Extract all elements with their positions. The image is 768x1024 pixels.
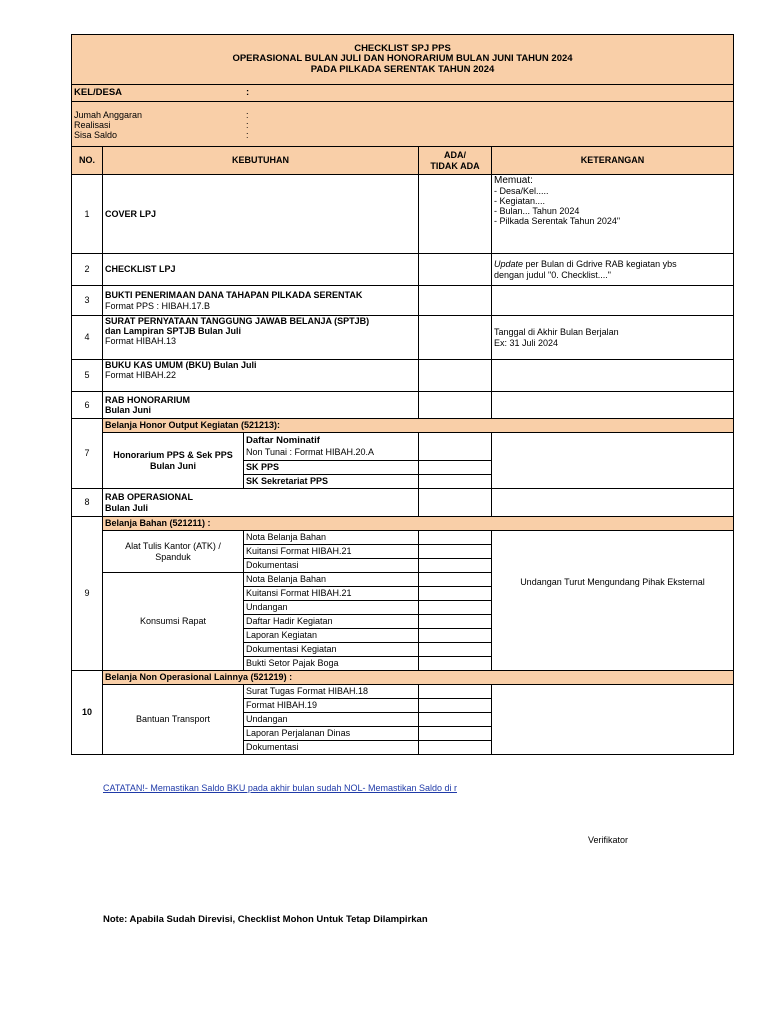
keterangan-cell xyxy=(492,685,734,755)
row-no: 5 xyxy=(72,360,103,392)
row-no: 6 xyxy=(72,392,103,419)
group-label xyxy=(103,531,244,573)
kel-desa-label: KEL/DESA xyxy=(74,86,123,98)
budget-block xyxy=(72,102,734,147)
ket-line: - Desa/Kel..... xyxy=(494,186,549,197)
ada-cell[interactable] xyxy=(419,489,492,517)
ket-line: - Kegiatan.... xyxy=(494,196,546,207)
ada-cell[interactable] xyxy=(419,643,492,657)
ada-cell[interactable] xyxy=(419,316,492,360)
ket-line: dengan judul "0. Checklist...." xyxy=(494,269,611,280)
revision-note: Note: Apabila Sudah Direvisi, Checklist Mohon Untuk Tetap Dilampirkan xyxy=(103,914,428,925)
row-format: Format PPS : HIBAH.17.B xyxy=(105,300,211,311)
ada-cell[interactable] xyxy=(419,713,492,727)
ada-cell[interactable] xyxy=(419,657,492,671)
group-label: Bantuan Transport xyxy=(103,685,244,755)
title-line-1: CHECKLIST SPJ PPS xyxy=(354,42,451,54)
ket-rest: per Bulan di Gdrive RAB kegiatan ybs xyxy=(523,259,677,270)
table-row xyxy=(72,489,734,517)
keterangan-cell xyxy=(492,316,734,360)
ket-line: - Pilkada Serentak Tahun 2024" xyxy=(494,216,621,227)
sub-item: SK Sekretariat PPS xyxy=(244,475,419,489)
row-title: BUKU KAS UMUM (BKU) Bulan Juli xyxy=(105,360,257,370)
sub-item: Laporan Kegiatan xyxy=(244,629,419,643)
row-title-cell xyxy=(103,489,419,517)
ada-cell[interactable] xyxy=(419,629,492,643)
ada-cell[interactable] xyxy=(419,699,492,713)
row-title-cell xyxy=(103,286,419,316)
row-title: RAB OPERASIONAL xyxy=(105,492,194,503)
ada-cell[interactable] xyxy=(419,615,492,629)
col-header-no: NO. xyxy=(72,147,103,175)
sub-item: Kuitansi Format HIBAH.21 xyxy=(244,587,419,601)
jumlah-anggaran-label: Jumah Anggaran xyxy=(74,109,143,120)
row-title-cell xyxy=(103,316,419,360)
sub-item: Format HIBAH.19 xyxy=(244,699,419,713)
ada-cell[interactable] xyxy=(419,727,492,741)
ket-italic: Update xyxy=(494,259,524,270)
section-header: Belanja Non Operasional Lainnya (521219) : xyxy=(103,671,734,685)
ada-cell[interactable] xyxy=(419,573,492,587)
ada-cell[interactable] xyxy=(419,360,492,392)
title-block xyxy=(72,35,734,85)
row-title-cell xyxy=(103,392,419,419)
col-header-ada xyxy=(419,147,492,175)
section-header: Belanja Honor Output Kegiatan (521213): xyxy=(103,419,734,433)
sub-item: Undangan xyxy=(244,713,419,727)
sub-item: Dokumentasi xyxy=(244,741,419,755)
ket-line: Ex: 31 Juli 2024 xyxy=(494,337,559,348)
sub-item-format: Non Tunai : Format HIBAH.20.A xyxy=(246,446,375,457)
sub-item: Undangan xyxy=(244,601,419,615)
group-label-line: Spanduk xyxy=(155,551,191,562)
row-title: Bulan Juni xyxy=(105,405,152,415)
checklist-table xyxy=(71,34,734,755)
ket-line: Tanggal di Akhir Bulan Berjalan xyxy=(494,327,619,338)
sub-item: Surat Tugas Format HIBAH.18 xyxy=(244,685,419,699)
ada-cell[interactable] xyxy=(419,741,492,755)
ada-cell[interactable] xyxy=(419,286,492,316)
realisasi-colon: : xyxy=(246,119,249,130)
table-row xyxy=(72,316,734,360)
table-row xyxy=(72,360,734,392)
ada-cell[interactable] xyxy=(419,461,492,475)
ada-cell[interactable] xyxy=(419,475,492,489)
row-no: 1 xyxy=(72,175,103,254)
title-line-3: PADA PILKADA SERENTAK TAHUN 2024 xyxy=(310,63,495,75)
verifikator-label: Verifikator xyxy=(588,835,629,845)
row-no: 9 xyxy=(72,517,103,671)
keterangan-cell xyxy=(492,392,734,419)
row-title-cell xyxy=(103,360,419,392)
ada-cell[interactable] xyxy=(419,587,492,601)
group-label-line: Honorarium PPS & Sek PPS xyxy=(113,450,233,461)
keterangan-cell xyxy=(492,360,734,392)
table-row xyxy=(72,175,734,254)
sub-item: Nota Belanja Bahan xyxy=(244,531,419,545)
row-no: 7 xyxy=(72,419,103,489)
sub-item: Daftar Hadir Kegiatan xyxy=(244,615,419,629)
group-label: Konsumsi Rapat xyxy=(103,573,244,671)
group-label xyxy=(103,433,244,489)
sub-item: Kuitansi Format HIBAH.21 xyxy=(244,545,419,559)
row-format: Format HIBAH.13 xyxy=(105,336,177,347)
catatan-link[interactable]: CATATAN!- Memastikan Saldo BKU pada akhir bulan sudah NOL- Memastikan Saldo di r xyxy=(103,783,457,793)
row-title: Bulan Juli xyxy=(105,502,149,513)
ket-line: - Bulan... Tahun 2024 xyxy=(494,206,580,217)
row-title: SURAT PERNYATAAN TANGGUNG JAWAB BELANJA (SPTJB) xyxy=(105,316,370,326)
ket-line: Undangan Turut Mengundang Pihak Eksternal xyxy=(520,577,705,588)
ada-cell[interactable] xyxy=(419,545,492,559)
keterangan-cell xyxy=(492,489,734,517)
ada-cell[interactable] xyxy=(419,433,492,461)
ada-cell[interactable] xyxy=(419,175,492,254)
ket-head: Memuat: xyxy=(494,175,533,186)
row-title: BUKTI PENERIMAAN DANA TAHAPAN PILKADA SERENTAK xyxy=(105,290,363,301)
sisa-saldo-label: Sisa Saldo xyxy=(74,130,118,141)
ada-cell[interactable] xyxy=(419,559,492,573)
sub-item: Nota Belanja Bahan xyxy=(244,573,419,587)
sub-item-title: Daftar Nominatif xyxy=(246,435,320,447)
ada-cell[interactable] xyxy=(419,392,492,419)
keterangan-cell xyxy=(492,175,734,254)
section-header: Belanja Bahan (521211) : xyxy=(103,517,734,531)
keterangan-cell xyxy=(492,254,734,286)
row-no: 10 xyxy=(72,671,103,755)
col-header-ada-line2: TIDAK ADA xyxy=(430,160,480,171)
table-row xyxy=(72,254,734,286)
keterangan-cell xyxy=(492,433,734,489)
table-row xyxy=(72,392,734,419)
col-header-kebutuhan: KEBUTUHAN xyxy=(103,147,419,175)
row-title: RAB HONORARIUM xyxy=(105,394,190,405)
col-header-ada-line1: ADA/ xyxy=(444,150,466,161)
kel-desa-row xyxy=(72,85,734,102)
col-header-keterangan: KETERANGAN xyxy=(492,147,734,175)
row-no: 3 xyxy=(72,286,103,316)
kel-desa-colon: : xyxy=(246,86,250,98)
ada-cell[interactable] xyxy=(419,531,492,545)
group-label-line: Bulan Juni xyxy=(149,460,196,471)
sub-item: Dokumentasi xyxy=(244,559,419,573)
realisasi-label: Realisasi xyxy=(74,119,111,130)
row-title: CHECKLIST LPJ xyxy=(103,254,419,286)
row-format: Format HIBAH.22 xyxy=(105,370,177,381)
ada-cell[interactable] xyxy=(419,685,492,699)
keterangan-cell xyxy=(492,531,734,671)
ada-cell[interactable] xyxy=(419,601,492,615)
sub-item: Dokumentasi Kegiatan xyxy=(244,643,419,657)
row-title: COVER LPJ xyxy=(103,175,419,254)
keterangan-cell xyxy=(492,286,734,316)
sub-item: Laporan Perjalanan Dinas xyxy=(244,727,419,741)
sisa-colon: : xyxy=(246,130,249,141)
ada-cell[interactable] xyxy=(419,254,492,286)
sub-item xyxy=(244,433,419,461)
row-no: 4 xyxy=(72,316,103,360)
jumlah-colon: : xyxy=(246,109,249,120)
sub-item: SK PPS xyxy=(244,461,419,475)
sub-item: Bukti Setor Pajak Boga xyxy=(244,657,419,671)
group-label-line: Alat Tulis Kantor (ATK) / xyxy=(125,541,221,552)
row-no: 8 xyxy=(72,489,103,517)
row-title: dan Lampiran SPTJB Bulan Juli xyxy=(105,326,242,337)
table-row xyxy=(72,286,734,316)
title-line-2: OPERASIONAL BULAN JULI DAN HONORARIUM BULAN JUNI TAHUN 2024 xyxy=(232,53,573,65)
row-no: 2 xyxy=(72,254,103,286)
